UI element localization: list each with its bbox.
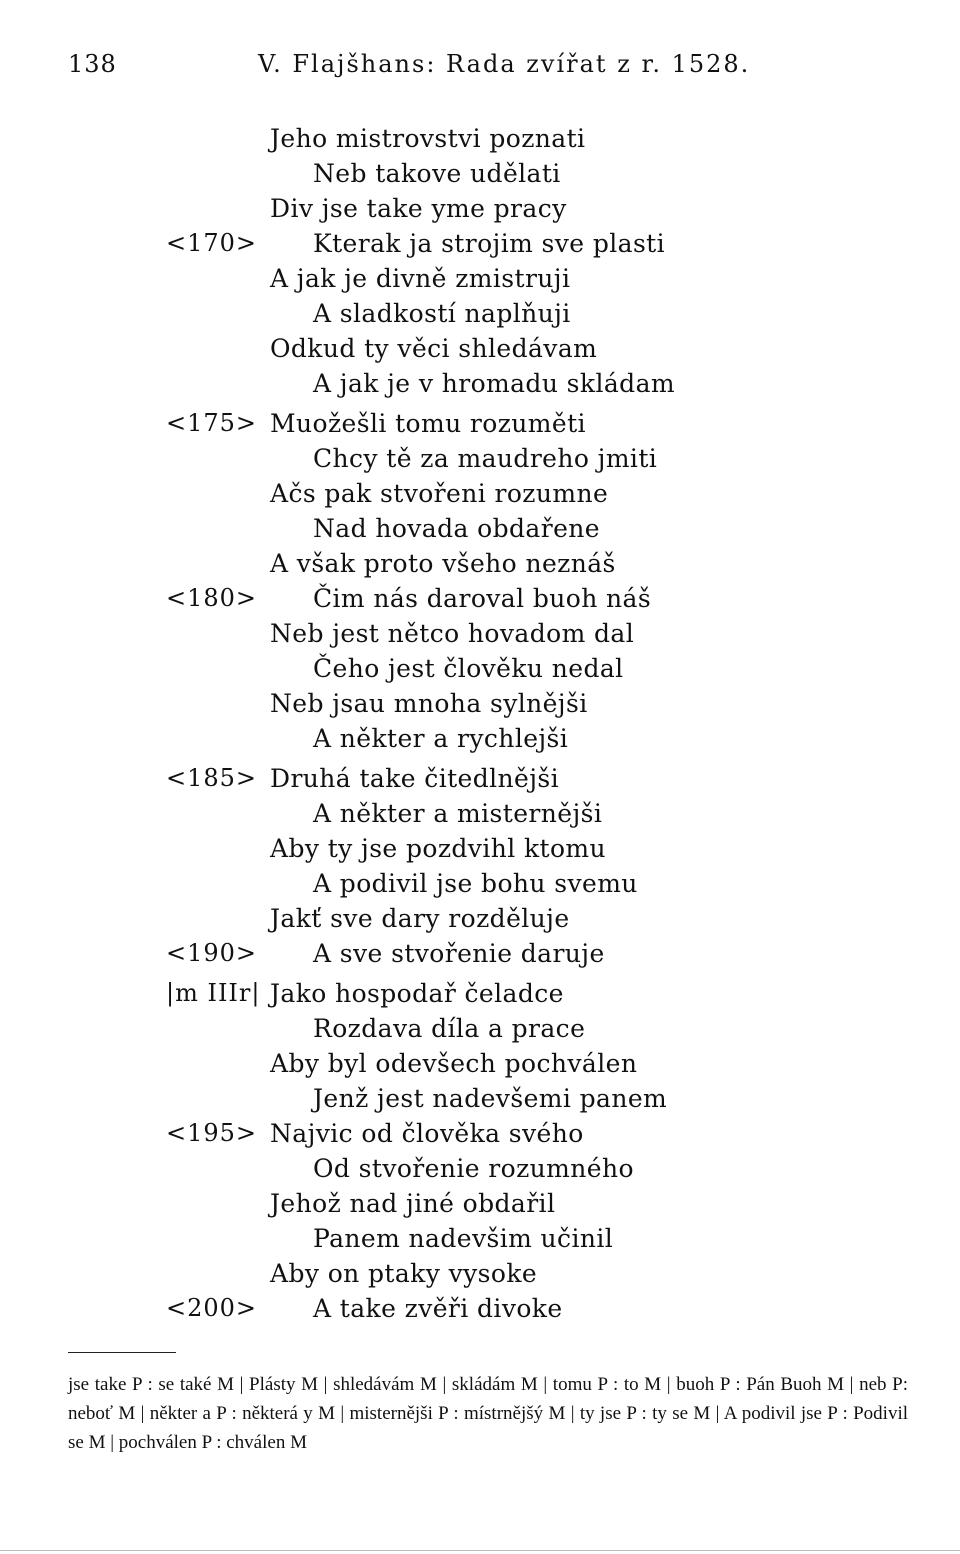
verse-line-text: Jenž jest nadevšemi panem xyxy=(313,1084,668,1113)
verse-line xyxy=(0,686,960,721)
verse-line-text: Neb jest nětco hovadom dal xyxy=(270,619,635,648)
verse-line xyxy=(0,721,960,756)
verse-line-text: Jako hospodař čeladce xyxy=(270,979,564,1008)
verse-line-text: A sladkostí naplňuji xyxy=(313,299,571,328)
verse-line xyxy=(0,296,960,331)
running-header xyxy=(0,50,960,86)
verse-line xyxy=(0,191,960,226)
verse-line-number: <185> xyxy=(166,764,258,792)
verse-line-number: <195> xyxy=(166,1119,258,1147)
verse-line xyxy=(0,616,960,651)
verse-line xyxy=(0,1291,960,1326)
verse-line xyxy=(0,1081,960,1116)
verse-line xyxy=(0,1046,960,1081)
verse-line-text: Jeho mistrovstvi poznati xyxy=(270,124,586,153)
verse-line xyxy=(0,441,960,476)
page-number: 138 xyxy=(68,50,117,78)
verse-line xyxy=(0,831,960,866)
verse-line-text: A někter a misternějši xyxy=(313,799,603,828)
verse-line-text: Panem nadevšim učinil xyxy=(313,1224,614,1253)
verse-line-text: Odkud ty věci shledávam xyxy=(270,334,598,363)
verse-line-text: Rozdava díla a prace xyxy=(313,1014,586,1043)
verse-line xyxy=(0,511,960,546)
verse-line xyxy=(0,331,960,366)
verse-line-text: Aby byl odevšech pochválen xyxy=(270,1049,638,1078)
verse-line xyxy=(0,936,960,971)
verse-line-text: A jak je divně zmistruji xyxy=(270,264,571,293)
verse-line xyxy=(0,156,960,191)
page-edge-line xyxy=(0,1550,960,1551)
critical-apparatus: jse take P : se také M | Plásty M | shledávám M | skládám M | tomu P : to M | buoh P : Pán Buoh M | neb P: neboť M | někter a P : některá y M | misternějši P : místrnějšý M | ty jse P : ty se M | A podivil jse P : Podivil se M | pochválen P : chválen M xyxy=(68,1374,908,1453)
verse-line-text: Čeho jest člověku nedal xyxy=(313,654,624,683)
verse-line xyxy=(0,1256,960,1291)
verse-line-text: Druhá take čitedlnějši xyxy=(270,764,560,793)
verse-line xyxy=(0,366,960,401)
verse-line-text: Najvic od člověka svého xyxy=(270,1119,584,1148)
verse-line-text: Div jse take yme pracy xyxy=(270,194,567,223)
verse-line xyxy=(0,581,960,616)
verse-line-number: <200> xyxy=(166,1294,258,1322)
verse-line-text: Ačs pak stvořeni rozumne xyxy=(270,479,609,508)
verse-line xyxy=(0,1221,960,1256)
verse-line-text: Jakť sve dary rozděluje xyxy=(270,904,570,933)
verse-line-text: A podivil jse bohu svemu xyxy=(313,869,638,898)
verse-line xyxy=(0,1011,960,1046)
verse-line-text: Neb jsau mnoha sylnějši xyxy=(270,689,588,718)
verse-line xyxy=(0,866,960,901)
verse-line xyxy=(0,1151,960,1186)
verse-line xyxy=(0,901,960,936)
verse-line-number: <170> xyxy=(166,229,258,257)
verse-line-text: Čim nás daroval buoh náš xyxy=(313,584,652,613)
verse-line-number: <175> xyxy=(166,409,258,437)
verse-line xyxy=(0,476,960,511)
verse-line-text: Aby on ptaky vysoke xyxy=(270,1259,538,1288)
poem-text xyxy=(0,121,960,1326)
verse-line-text: Od stvořenie rozumného xyxy=(313,1154,634,1183)
verse-line-text: Nad hovada obdařene xyxy=(313,514,600,543)
verse-line xyxy=(0,121,960,156)
verse-line-text: A někter a rychlejši xyxy=(313,724,569,753)
verse-line xyxy=(0,546,960,581)
running-head-title: V. Flajšhans: Rada zvířat z r. 1528. xyxy=(258,50,751,78)
verse-line xyxy=(0,651,960,686)
verse-line-text: Kterak ja strojim sve plasti xyxy=(313,229,666,258)
verse-line-text: Muožešli tomu rozuměti xyxy=(270,409,586,438)
verse-line xyxy=(0,976,960,1011)
footnote-rule xyxy=(68,1352,176,1353)
verse-line-text: A sve stvořenie daruje xyxy=(313,939,605,968)
verse-line-text: A jak je v hromadu skládam xyxy=(313,369,675,398)
verse-line xyxy=(0,1116,960,1151)
verse-line xyxy=(0,226,960,261)
verse-line xyxy=(0,796,960,831)
verse-line-text: Jehož nad jiné obdařil xyxy=(270,1189,556,1218)
verse-line-number: <190> xyxy=(166,939,258,967)
verse-line-text: Aby ty jse pozdvihl ktomu xyxy=(270,834,607,863)
verse-line-number: <180> xyxy=(166,584,258,612)
verse-line-text: Neb takove udělati xyxy=(313,159,561,188)
verse-line xyxy=(0,406,960,441)
verse-line-number: |m IIIr| xyxy=(166,979,261,1007)
verse-line xyxy=(0,1186,960,1221)
verse-line-text: A take zvěři divoke xyxy=(313,1294,563,1323)
verse-line xyxy=(0,761,960,796)
verse-line-text: A však proto všeho neznáš xyxy=(270,549,616,578)
verse-line-text: Chcy tě za maudreho jmiti xyxy=(313,444,658,473)
verse-line xyxy=(0,261,960,296)
